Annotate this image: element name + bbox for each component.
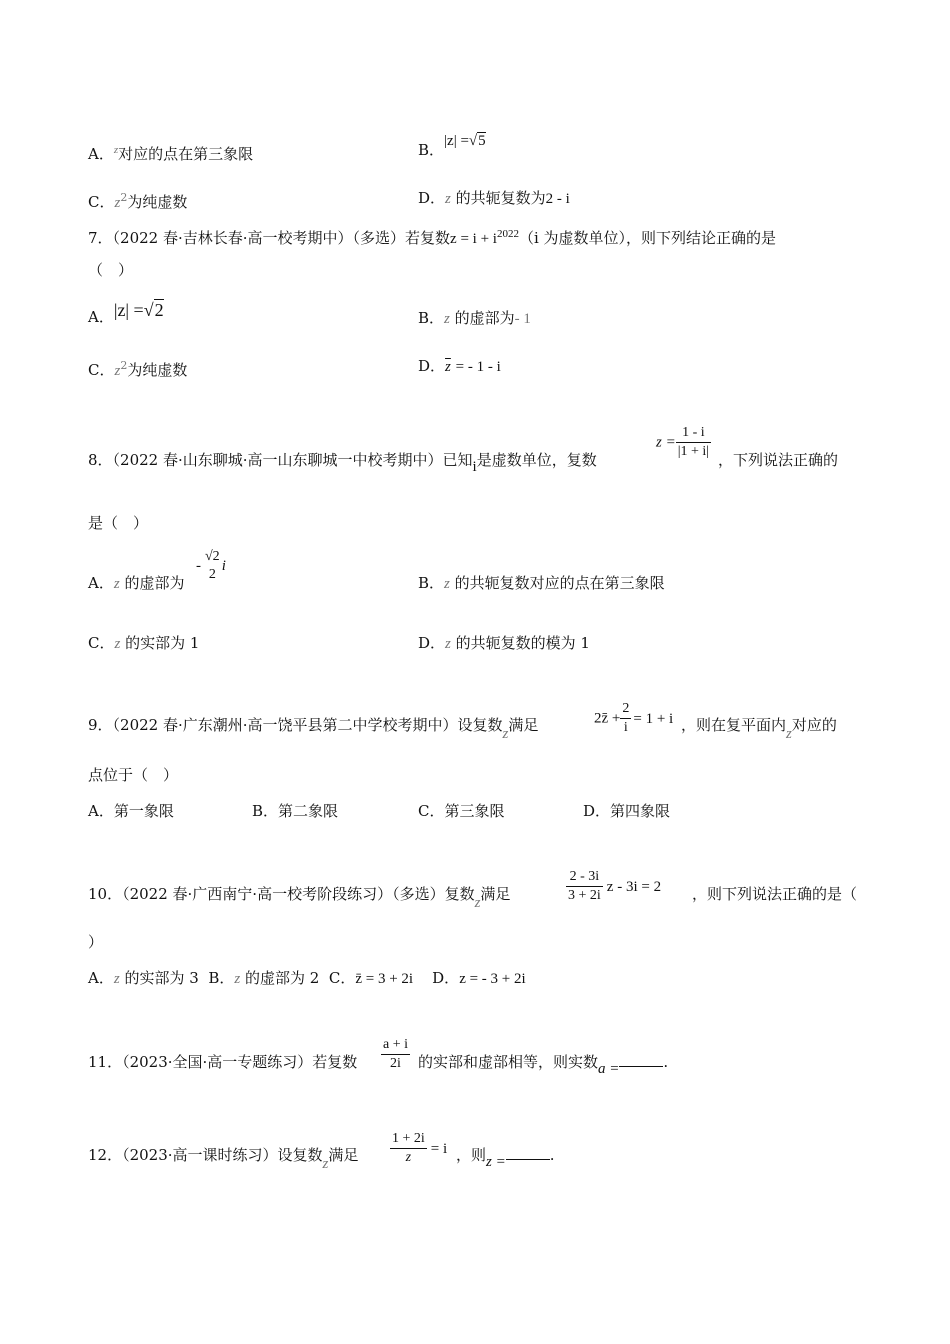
option-label: C． (88, 361, 115, 379)
answer-blank[interactable] (619, 1054, 663, 1067)
math-value: - 1 (514, 311, 531, 327)
fraction-numerator: √2 (205, 549, 220, 564)
question-text: 满足 (508, 716, 539, 734)
math-value: z̄ = 3 + 2i (355, 971, 414, 987)
math-var: z (234, 971, 241, 987)
q12-stem (88, 1145, 359, 1172)
question-number: 8． (88, 451, 113, 469)
fraction-numerator: 1 - i (676, 424, 711, 443)
math-fraction (390, 1130, 427, 1167)
fraction-denominator: z (405, 1150, 412, 1165)
q8-option-b (418, 573, 665, 594)
q8-option-d (418, 633, 590, 654)
question-source: （2023·全国·高一专题练习）若复数 (122, 1053, 358, 1071)
q12-tail (456, 1145, 555, 1170)
math-expr: |z| =√2 (113, 300, 164, 320)
option-label: D． (432, 969, 460, 987)
math-var: z (444, 576, 450, 592)
option-text: 的实部为 1 (125, 634, 200, 652)
math-radicand: 5 (478, 133, 486, 149)
question-source: （2022 春·山东聊城·高一山东聊城一中校考期中）已知 (112, 451, 473, 469)
math-rhs: = 1 + i (633, 710, 674, 727)
question-tail: 的实部和虚部相等，则实数 (418, 1053, 599, 1071)
math-value: = - 1 - i (455, 359, 501, 375)
q8-option-a (88, 573, 184, 594)
question-number: 11． (88, 1053, 123, 1071)
q9-option-a: A．第一象限 (88, 802, 174, 820)
math-var: z (474, 895, 481, 911)
math-lhs: |z| = (444, 133, 469, 149)
option-label: D． (418, 189, 446, 207)
q7-paren: （ ） (88, 261, 134, 279)
fraction-numerator: 2 (620, 700, 631, 719)
option-label: D． (418, 357, 446, 375)
fraction-denominator: |1 + i| (677, 444, 710, 459)
question-text: 满足 (480, 885, 511, 903)
option-text: 的共轭复数对应的点在第三象限 (454, 574, 665, 592)
q7-option-d (418, 356, 501, 377)
option-label: C． (88, 193, 115, 211)
math-var: z (322, 1156, 329, 1172)
option-label: C． (88, 634, 115, 652)
q7-option-a (88, 300, 164, 327)
math-var: z (113, 576, 120, 592)
math-var: z (113, 971, 120, 987)
question-text: 是虚数单位，复数 (476, 451, 597, 469)
math-fraction (620, 700, 631, 737)
math-fraction (381, 1036, 410, 1073)
question-number: 9． (88, 716, 113, 734)
q11-stem (88, 1052, 357, 1072)
q9-line2: 点位于（ ） (88, 766, 179, 784)
math-rhs: = i (430, 1140, 448, 1157)
fraction-denominator: 2i (390, 1056, 401, 1071)
fraction-numerator: 2 - 3i (566, 868, 603, 887)
q9-option-c: C．第三象限 (418, 802, 505, 820)
q10-options (88, 968, 526, 989)
math-var: z (786, 726, 792, 742)
q7-option-b (418, 308, 531, 329)
math-var-conj: $\overline{z}$ (445, 359, 451, 375)
question-tail: ，则 (456, 1146, 487, 1164)
option-text: 对应的点在第三象限 (118, 145, 254, 163)
math-lhs: |z| = (113, 300, 144, 320)
q10-stem (88, 884, 511, 911)
math-var: z (114, 636, 121, 652)
q11-tail (418, 1052, 669, 1077)
q8-stem (88, 450, 597, 475)
period: . (663, 1053, 669, 1071)
question-source: （2022 春·吉林长春·高一校考期中）（多选）若复数 (112, 229, 451, 247)
q6-option-d (418, 188, 570, 209)
math-fraction (203, 548, 222, 584)
option-label: B． (208, 969, 235, 987)
math-exp: 2 (120, 191, 128, 204)
option-text: 为纯虚数 (127, 193, 188, 211)
question-number: 10． (88, 885, 123, 903)
period: . (549, 1146, 555, 1164)
question-tail: 对应的 (791, 716, 837, 734)
math-lhs: z = (656, 434, 676, 451)
math-sign: - (196, 558, 201, 574)
option-label: D． (418, 634, 446, 652)
option-label: A． (88, 574, 114, 592)
q9-stem (88, 715, 539, 742)
math-var: z (114, 363, 121, 379)
question-source: （2022 春·广东潮州·高一饶平县第二中学校考期中）设复数 (112, 716, 503, 734)
q12-formula (390, 1130, 447, 1167)
option-text: 的实部为 3 (124, 969, 199, 987)
math-lhs: z = (486, 1154, 506, 1170)
fraction-numerator: a + i (381, 1036, 410, 1055)
math-exp: 2 (120, 359, 128, 372)
q9-formula (594, 700, 673, 737)
question-text: 满足 (328, 1146, 359, 1164)
math-value: 2 - i (545, 191, 570, 207)
math-lhs: a = (598, 1061, 620, 1077)
option-label: B． (418, 574, 445, 592)
option-text: 的共轭复数的模为 1 (455, 634, 590, 652)
fraction-denominator: 2 (208, 567, 216, 582)
q10-tail: ，则下列说法正确的是（ (692, 885, 858, 903)
option-label: A． (88, 145, 114, 163)
math-var: z (445, 636, 451, 652)
math-exp: 2022 (496, 228, 519, 240)
q11-formula (381, 1036, 410, 1073)
q6-option-c (88, 188, 187, 213)
q9-tail (681, 715, 837, 742)
q9-option-b: B．第二象限 (252, 802, 339, 820)
math-expr: z = i + i (450, 231, 497, 247)
option-label: A． (88, 969, 114, 987)
q8-option-a-formula (196, 548, 226, 584)
math-lhs: 2z̄ + (594, 710, 621, 727)
math-expr: |z| =√5 (444, 133, 486, 149)
fraction-denominator: 3 + 2i (568, 888, 601, 903)
option-text: 为纯虚数 (127, 361, 188, 379)
math-var: z (114, 195, 121, 211)
option-text: 的虚部为 (454, 309, 515, 327)
option-label: B． (418, 141, 445, 159)
math-value: z = - 3 + 2i (459, 971, 526, 987)
math-var: z (113, 144, 119, 156)
option-label: B． (418, 309, 445, 327)
option-text: 的虚部为 (124, 574, 185, 592)
q8-formula (656, 424, 711, 461)
q7-option-c (88, 356, 187, 381)
option-text: 的虚部为 2 (244, 969, 320, 987)
q6-option-a (88, 140, 253, 164)
question-source: （2023·高一课时练习）设复数 (122, 1146, 323, 1164)
fraction-denominator: i (623, 720, 628, 735)
q7-stem (88, 224, 776, 249)
q8-line2: 是（ ） (88, 514, 149, 532)
question-number: 7． (88, 229, 113, 247)
question-tail: （i 为虚数单位），则下列结论正确的是 (518, 229, 777, 247)
option-label: A． (88, 308, 114, 326)
q10-line2: ） (88, 933, 104, 951)
math-var: z (502, 726, 509, 742)
q9-option-d: D．第四象限 (583, 802, 671, 820)
question-source: （2022 春·广西南宁·高一校考阶段练习）（多选）复数 (122, 885, 475, 903)
math-var: z (444, 311, 450, 327)
question-tail: ，则在复平面内 (681, 716, 787, 734)
question-number: 12． (88, 1146, 123, 1164)
option-label: C． (328, 969, 356, 987)
q8-option-c (88, 633, 199, 654)
q8-tail: ，下列说法正确的 (718, 451, 839, 469)
q6-option-b (418, 133, 486, 161)
math-fraction (676, 424, 711, 461)
math-var: i (472, 459, 477, 475)
math-fraction (566, 868, 603, 905)
option-text: 的共轭复数为 (455, 189, 546, 207)
math-radicand: 2 (154, 300, 164, 320)
math-var: z (445, 191, 451, 207)
q10-formula (566, 868, 661, 905)
math-rhs: z - 3i = 2 (606, 878, 662, 895)
answer-blank[interactable] (506, 1147, 550, 1160)
fraction-numerator: 1 + 2i (390, 1130, 427, 1149)
math-var: i (221, 558, 226, 574)
